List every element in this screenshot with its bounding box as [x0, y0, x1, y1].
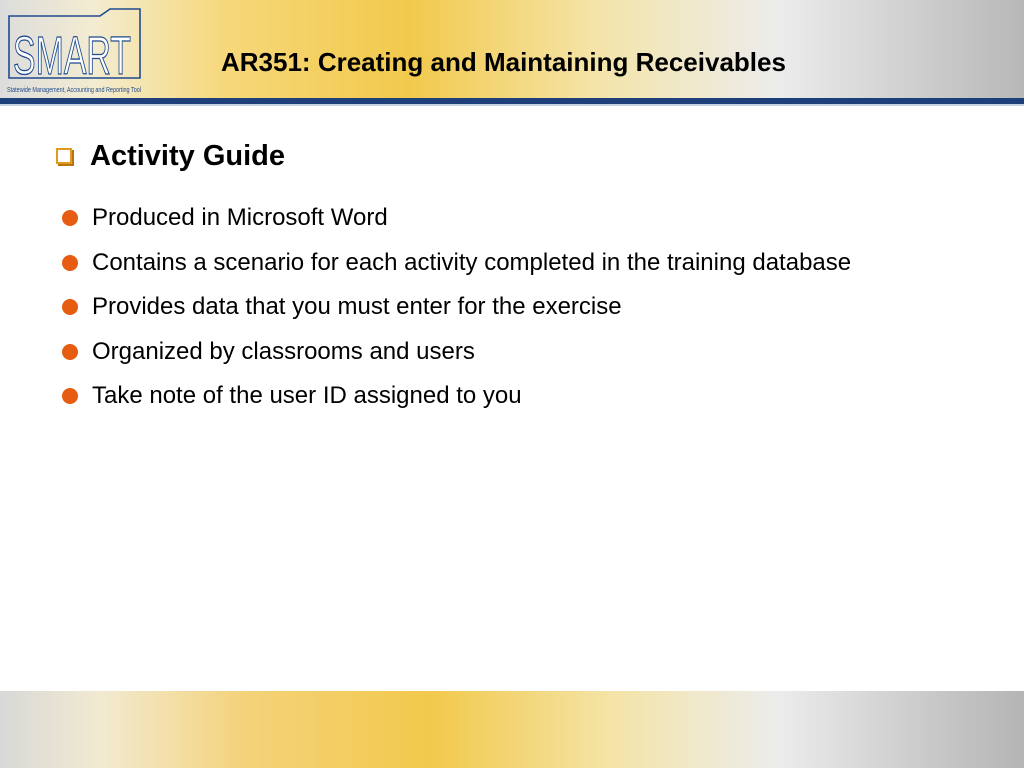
list-item [62, 196, 942, 241]
bullet-dot-icon [62, 299, 78, 315]
checkbox-bullet-icon [56, 148, 72, 164]
logo-text: SMART [13, 26, 131, 86]
list-item-text: Produced in Microsoft Word [92, 204, 388, 231]
list-item [62, 374, 942, 419]
heading-text: Activity Guide [90, 139, 285, 172]
bullet-dot-icon [62, 210, 78, 226]
bullet-dot-icon [62, 255, 78, 271]
bullet-list [62, 196, 942, 419]
logo-subtitle: Statewide Management, Accounting and Reporting Tool [7, 85, 142, 94]
bullet-dot-icon [62, 388, 78, 404]
smart-logo [4, 8, 144, 96]
footer-banner [0, 691, 1024, 768]
page-title: AR351: Creating and Maintaining Receivables [221, 47, 786, 77]
header-divider-light [0, 104, 1024, 106]
list-item-text: Contains a scenario for each activity completed in the training database [92, 248, 852, 276]
list-item-text: Provides data that you must enter for the exercise [92, 293, 622, 320]
list-item-text: Organized by classrooms and users [92, 337, 475, 365]
list-item [62, 241, 942, 286]
list-item [62, 285, 942, 330]
list-item-text: Take note of the user ID assigned to you [92, 382, 522, 409]
list-item [62, 330, 942, 375]
section-heading [56, 136, 285, 176]
bullet-dot-icon [62, 344, 78, 360]
